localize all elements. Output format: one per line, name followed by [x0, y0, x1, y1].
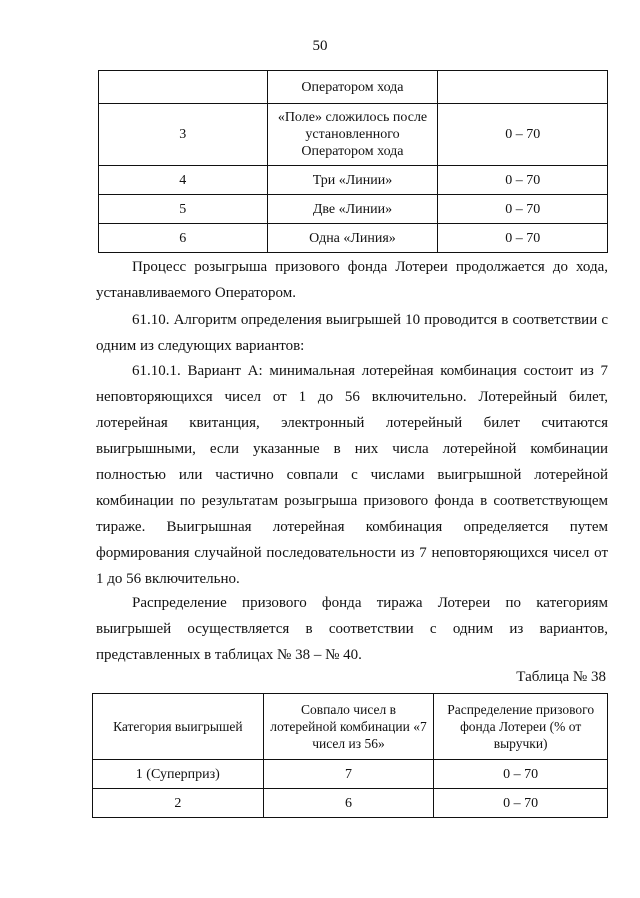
- prize-category-table-continued: [98, 70, 608, 253]
- distribution-cell: 0 – 70: [438, 224, 608, 253]
- condition-cell: Две «Линии»: [267, 195, 438, 224]
- page-number: 50: [312, 38, 328, 54]
- category-cell: 3: [99, 104, 268, 166]
- category-cell: 2: [93, 789, 264, 818]
- matched-cell: 6: [263, 789, 434, 818]
- header-category: Категория выигрышей: [93, 694, 264, 760]
- condition-cell: Оператором хода: [267, 71, 438, 104]
- distribution-cell: 0 – 70: [434, 789, 608, 818]
- table-row: [99, 166, 608, 195]
- header-distribution: Распределение призового фонда Лотереи (% от выручки): [434, 694, 608, 760]
- table-38: [92, 693, 608, 818]
- distribution-cell: 0 – 70: [438, 166, 608, 195]
- header-matched-numbers: Совпало чисел в лотерейной комбинации «7 чисел из 56»: [263, 694, 434, 760]
- table-caption: Таблица № 38: [516, 669, 606, 685]
- table-row: [99, 104, 608, 166]
- table-row: [99, 71, 608, 104]
- distribution-cell: 0 – 70: [438, 104, 608, 166]
- category-cell: 5: [99, 195, 268, 224]
- paragraph-distribution: Распределение призового фонда тиража Лотереи по категориям выигрышей осуществляется в соответствии с одним из вариантов, представленных в таблицах № 38 – № 40.: [96, 595, 608, 663]
- condition-cell: «Поле» сложилось после установленного Оператором хода: [267, 104, 438, 166]
- table-row: [99, 195, 608, 224]
- paragraph-algorithm: 61.10. Алгоритм определения выигрышей 10 проводится в соответствии с одним из следующих вариантов:: [96, 312, 608, 354]
- category-cell: 1 (Суперприз): [93, 760, 264, 789]
- distribution-cell: [438, 71, 608, 104]
- distribution-cell: 0 – 70: [438, 195, 608, 224]
- category-cell: 6: [99, 224, 268, 253]
- category-cell: 4: [99, 166, 268, 195]
- matched-cell: 7: [263, 760, 434, 789]
- table-row: [93, 760, 608, 789]
- table-row: [93, 789, 608, 818]
- paragraph-variant-a: 61.10.1. Вариант А: минимальная лотерейная комбинация состоит из 7 неповторяющихся чисел от 1 до 56 включительно. Лотерейный билет, лотерейная квитанция, электронный лотерейный билет считаются выигрышными, если указанные в них числа лотерейной комбинации полностью или частично совпали с числами выигрышной лотерейной комбинации по результатам розыгрыша призового фонда в соответствующем тираже. Выигрышная лотерейная комбинация определяется путем формирования случайной последовательности из 7 неповторяющихся чисел от 1 до 56 включительно.: [96, 363, 608, 587]
- condition-cell: Одна «Линия»: [267, 224, 438, 253]
- paragraph-process: Процесс розыгрыша призового фонда Лотереи продолжается до хода, устанавливаемого Оператором.: [96, 259, 608, 301]
- condition-cell: Три «Линии»: [267, 166, 438, 195]
- category-cell: [99, 71, 268, 104]
- table-row: [99, 224, 608, 253]
- table-header-row: [93, 694, 608, 760]
- distribution-cell: 0 – 70: [434, 760, 608, 789]
